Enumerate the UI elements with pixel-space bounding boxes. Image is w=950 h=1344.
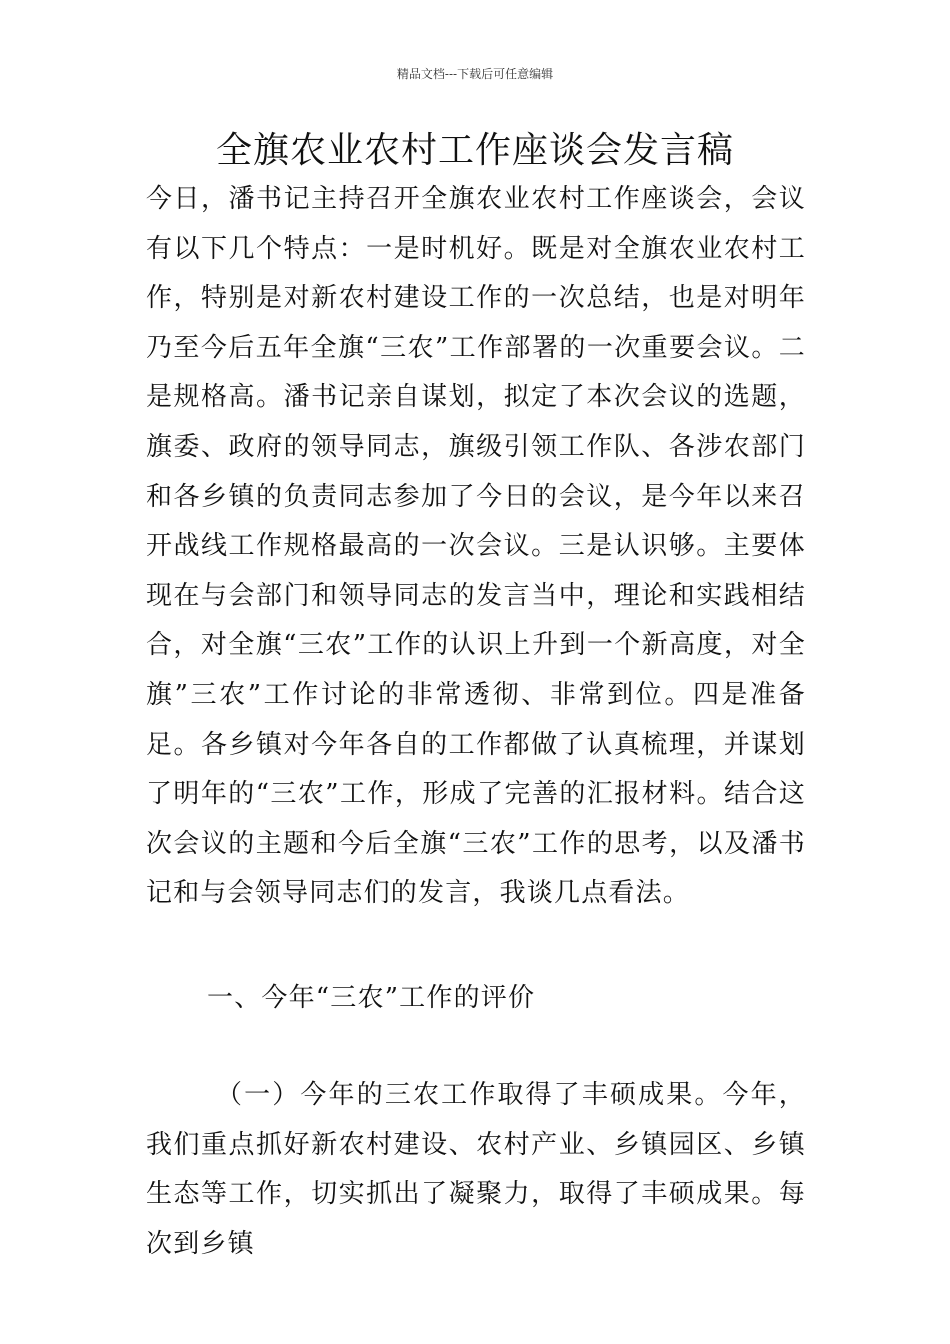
subsection-paragraph: （一）今年的三农工作取得了丰硕成果。今年，我们重点抓好新农村建设、农村产业、乡镇园区、乡镇生态等工作，切实抓出了凝聚力，取得了丰硕成果。每次到乡镇: [146, 1080, 806, 1259]
intro-paragraph: 今日，潘书记主持召开全旗农业农村工作座谈会，会议有以下几个特点：一是时机好。既是对全旗农业农村工作，特别是对新农村建设工作的一次总结，也是对明年乃至今后五年全旗“三农”工作部署的一次重要会议。二是规格高。潘书记亲自谋划，拟定了本次会议的选题，旗委、政府的领导同志，旗级引领工作队、各涉农部门和各乡镇的负责同志参加了今日的会议，是今年以来召开战线工作规格最高的一次会议。三是认识够。主要体现在与会部门和领导同志的发言当中，理论和实践相结合，对全旗“三农”工作的认识上升到一个新高度，对全旗”三农”工作讨论的非常透彻、非常到位。四是准备足。各乡镇对今年各自的工作都做了认真梳理，并谋划了明年的“三农”工作，形成了完善的汇报材料。结合这次会议的主题和今后全旗“三农”工作的思考，以及潘书记和与会领导同志们的发言，我谈几点看法。: [146, 184, 806, 909]
header-note: 精品文档---下载后可任意编辑: [396, 67, 554, 81]
section-heading: 一、今年“三农”工作的评价: [207, 983, 536, 1013]
document-title: 全旗农业农村工作座谈会发言稿: [215, 130, 734, 171]
